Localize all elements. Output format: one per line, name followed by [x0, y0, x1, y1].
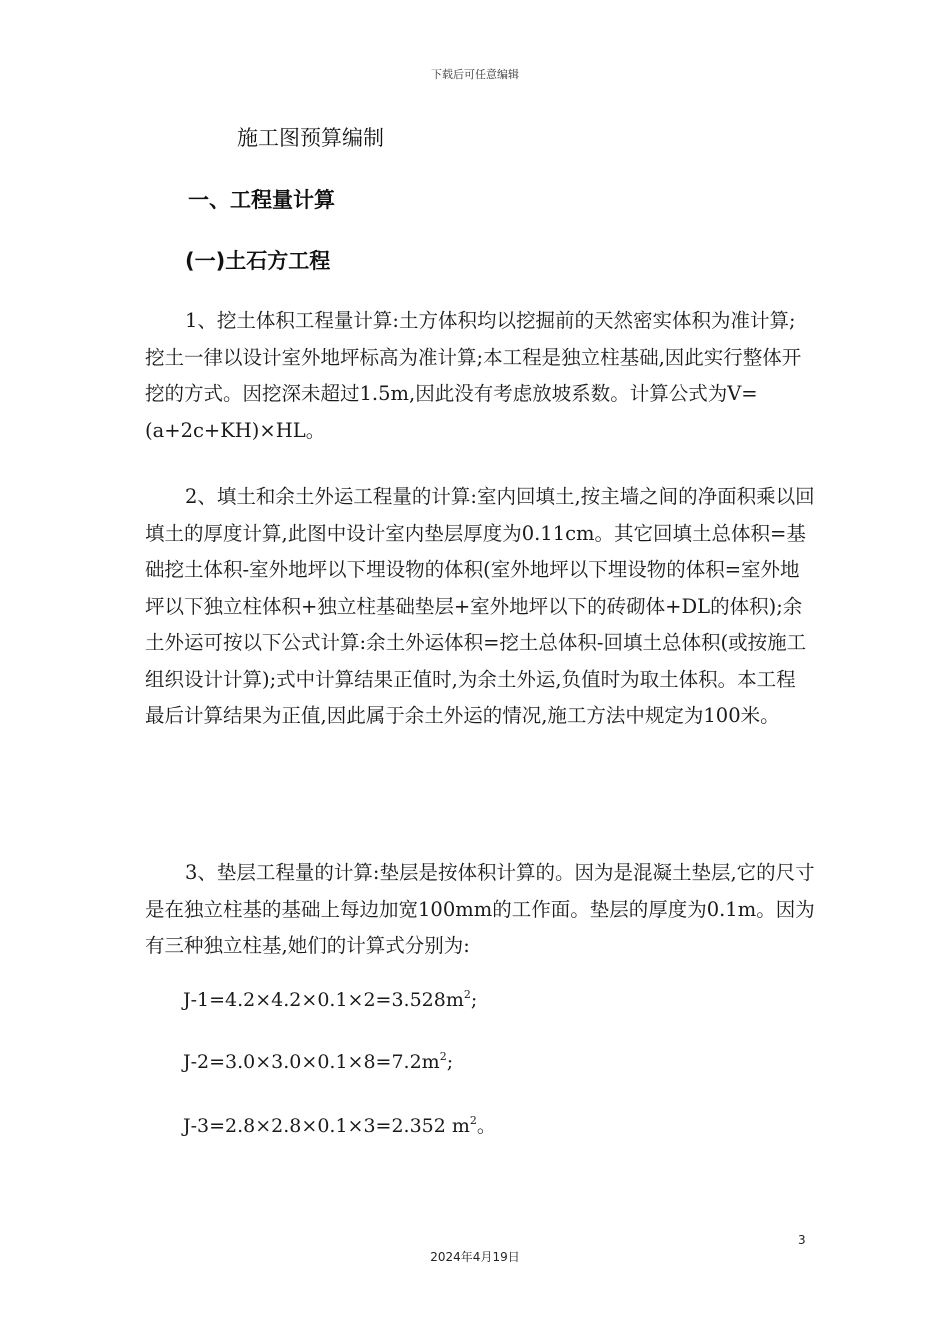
page-number: 3 — [798, 1233, 806, 1247]
formula-text: J-2=3.0×3.0×0.1×8=7.2m — [183, 1051, 440, 1073]
formula-exponent: 2 — [463, 988, 471, 1001]
formula-tail: 。 — [476, 1115, 496, 1137]
formula-exponent: 2 — [469, 1114, 477, 1127]
formula-tail: ; — [446, 1051, 454, 1073]
document-title: 施工图预算编制 — [237, 126, 384, 150]
formula-j3 — [183, 1111, 496, 1138]
formula-j1 — [183, 988, 477, 1011]
formula-text: J-1=4.2×4.2×0.1×2=3.528m — [183, 989, 464, 1011]
header-note: 下载后可任意编辑 — [431, 68, 519, 81]
formula-text: J-3=2.8×2.8×0.1×3=2.352 m — [183, 1115, 470, 1137]
formula-j2 — [183, 1050, 453, 1073]
paragraph-cushion: 3、垫层工程量的计算:垫层是按体积计算的。因为是混凝土垫层,它的尺寸是在独立柱基的基础上每边加宽100mm的工作面。垫层的厚度为0.1m。因为有三种独立柱基,她们的计算式分别为: — [145, 861, 815, 957]
formula-tail: ; — [470, 989, 478, 1011]
formula-exponent: 2 — [439, 1050, 447, 1063]
section-heading: 一、工程量计算 — [188, 188, 335, 212]
subsection-heading: (一)土石方工程 — [185, 249, 331, 273]
footer-date: 2024年4月19日 — [430, 1250, 520, 1264]
paragraph-backfill: 2、填土和余土外运工程量的计算:室内回填土,按主墙之间的净面积乘以回填土的厚度计算,此图中设计室内垫层厚度为0.11cm。其它回填土总体积=基础挖土体积-室外地坪以下埋设物的体积(室外地坪以下埋设物的体积=室外地坪以下独立柱体积+独立柱基础垫层+室外地坪以下的砖砌体+DL的体积);余土外运可按以下公式计算:余土外运体积=挖土总体积-回填土总体积(或按施工组织设计计算);式中计算结果正值时,为余土外运,负值时为取土体积。本工程最后计算结果为正值,因此属于余土外运的情况,施工方法中规定为100米。 — [145, 485, 815, 727]
paragraph-excavation: 1、挖土体积工程量计算:土方体积均以挖掘前的天然密实体积为准计算;挖土一律以设计室外地坪标高为准计算;本工程是独立柱基础,因此实行整体开挖的方式。因挖深未超过1.5m,因此没有考虑放坡系数。计算公式为V=(a+2c+KH)×HL。 — [145, 309, 802, 442]
